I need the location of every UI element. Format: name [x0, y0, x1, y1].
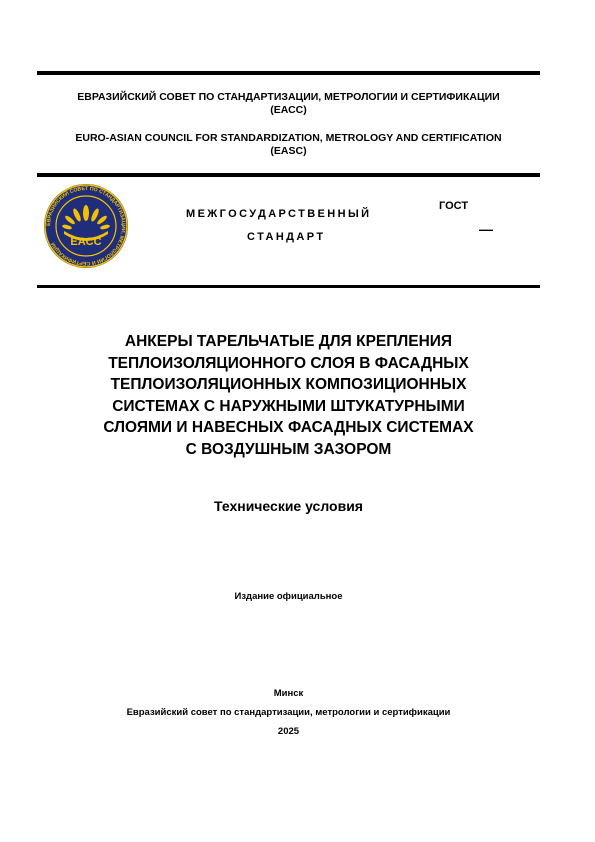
title-line: ТЕПЛОИЗОЛЯЦИОННЫХ КОМПОЗИЦИОННЫХ: [110, 376, 467, 393]
title-line: С ВОЗДУШНЫМ ЗАЗОРОМ: [185, 440, 392, 458]
imprint-publisher: Евразийский совет по стандартизации, метрологии и сертификации: [126, 707, 451, 718]
eacc-logo: [40, 183, 132, 269]
standard-rule: [37, 285, 540, 288]
document-title: [37, 331, 540, 460]
edition-label: Издание официальное: [234, 591, 343, 602]
gost-number: —: [479, 221, 493, 237]
title-line: АНКЕРЫ ТАРЕЛЬЧАТЫЕ ДЛЯ КРЕПЛЕНИЯ: [124, 333, 453, 350]
header-rule: [37, 173, 540, 177]
title-line: СИСТЕМАХ С НАРУЖНЫМИ ШТУКАТУРНЫМИ: [112, 397, 465, 415]
council-name-ru: ЕВРАЗИЙСКИЙ СОВЕТ ПО СТАНДАРТИЗАЦИИ, МЕТРОЛОГИИ И СЕРТИФИКАЦИИ: [77, 91, 500, 103]
logo-ring-text: ЕВРАЗИЙСКИЙ СОВЕТ ПО СТАНДАРТИЗАЦИИ, МЕТРОЛОГИИ И СЕРТИФИКАЦИИ: [45, 185, 127, 267]
title-line: СЛОЯМИ И НАВЕСНЫХ ФАСАДНЫХ СИСТЕМАХ: [103, 419, 474, 436]
document-subtitle: Технические условия: [214, 498, 363, 514]
council-abbr-ru: (ЕАСС): [270, 104, 307, 116]
standard-label-line1: МЕЖГОСУДАРСТВЕННЫЙ: [186, 208, 372, 220]
council-name-en: EURO-ASIAN COUNCIL FOR STANDARDIZATION, METROLOGY AND CERTIFICATION: [75, 132, 502, 144]
logo-text: EACC: [70, 236, 102, 248]
top-rule: [37, 71, 540, 75]
imprint-city: Минск: [273, 688, 304, 699]
council-abbr-en: (EASC): [270, 145, 307, 157]
gost-label: ГОСТ: [439, 200, 469, 212]
standard-label-line2: СТАНДАРТ: [247, 231, 326, 243]
title-line: ТЕПЛОИЗОЛЯЦИОННОГО СЛОЯ В ФАСАДНЫХ: [108, 354, 469, 372]
imprint-year: 2025: [277, 726, 300, 737]
